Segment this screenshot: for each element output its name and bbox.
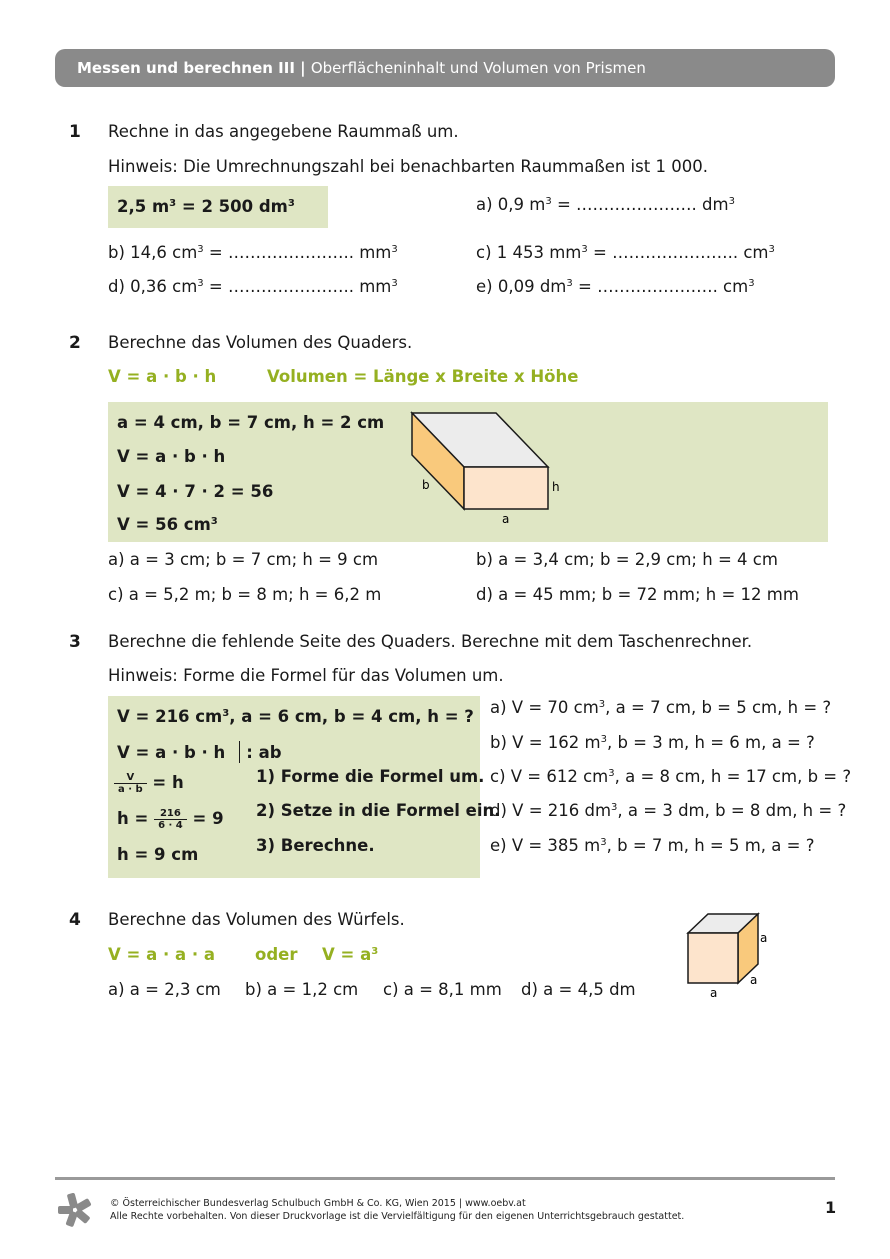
cuboid-label-b: b (422, 478, 430, 492)
task4-or: oder (255, 945, 298, 964)
task2-item-a: a) a = 3 cm; b = 7 cm; h = 9 cm (108, 550, 379, 569)
task3-example-line1: V = 216 $cm^3$, a = 6 cm, b = 4 cm, h = ? (117, 707, 474, 726)
task1-hint: Hinweis: Die Umrechnungszahl bei benachbarten Raummaßen ist 1 000. (108, 157, 708, 176)
task3-step-3: 3) Berechne. (256, 836, 375, 855)
task4-formula1: V = a · a · a (108, 945, 216, 964)
task4-item-b: b) a = 1,2 cm (245, 980, 359, 999)
task3-instruction: Berechne die fehlende Seite des Quaders. Berechne mit dem Taschenrechner. (108, 632, 753, 651)
task1-item-e: e) 0,09 $dm^3$ = …………………. $cm^3$ (476, 277, 755, 296)
cuboid-front-face (464, 467, 548, 509)
page-header (55, 49, 835, 87)
cube-front-face (688, 933, 738, 983)
task2-example-line3: V = 4 · 7 · 2 = 56 (117, 482, 274, 501)
task1-item-a: a) 0,9 $m^3$ = …………………. $dm^3$ (476, 195, 735, 214)
task4-formula2: $V = a^3$ (322, 945, 379, 964)
cube-label-width: a (710, 986, 718, 1000)
header-subtitle: Oberflächeninhalt und Volumen von Prismen (310, 59, 646, 77)
task2-item-d: d) a = 45 mm; b = 72 mm; h = 12 mm (476, 585, 799, 604)
task4-item-c: c) a = 8,1 mm (383, 980, 502, 999)
task2-instruction: Berechne das Volumen des Quaders. (108, 333, 413, 352)
task4-instruction: Berechne das Volumen des Würfels. (108, 910, 405, 929)
task3-number: 3 (69, 632, 81, 652)
task4-item-a: a) a = 2,3 cm (108, 980, 221, 999)
footer-rights: Alle Rechte vorbehalten. Von dieser Druckvorlage ist die Vervielfältigung für den eigenen Unterrichtsgebrauch gestattet. (110, 1211, 685, 1222)
task3-item-d: d) V = 216 $dm^3$, a = 3 dm, b = 8 dm, h = ? (490, 801, 847, 820)
task3-step-2: 2) Setze in die Formel ein. (256, 801, 501, 820)
task4-number: 4 (69, 910, 81, 930)
task1-instruction: Rechne in das angegebene Raummaß um. (108, 122, 459, 141)
footer-divider (55, 1177, 835, 1180)
task1-item-c: c) 1 453 $mm^3$ = ………………….. $cm^3$ (476, 243, 775, 262)
task3-example-line4: h = $\frac{216}{6 \cdot 4}$ = 9 (117, 808, 224, 831)
task1-item-b: b) 14,6 $cm^3$ = ………………….. $mm^3$ (108, 243, 398, 262)
cuboid-figure (400, 405, 570, 530)
cube-label-height: a (760, 931, 768, 945)
task3-item-e: e) V = 385 $m^3$, b = 7 m, h = 5 m, a = ? (490, 836, 815, 855)
task2-formula: V = a · b · h (108, 367, 217, 386)
task2-example-line4: V = 56 $cm^3$ (117, 515, 218, 534)
cuboid-label-a: a (502, 512, 510, 526)
task1-number: 1 (69, 122, 81, 142)
task2-example-line1: a = 4 cm, b = 7 cm, h = 2 cm (117, 413, 385, 432)
cube-label-depth: a (750, 973, 758, 987)
task3-hint: Hinweis: Forme die Formel für das Volumen um. (108, 666, 504, 685)
task1-example: 2,5 $m^3 = 2$ 500 $dm^3$ (117, 197, 295, 216)
task3-example-line5: h = 9 cm (117, 845, 199, 864)
cuboid-label-h: h (552, 480, 560, 494)
task2-formula-words: Volumen = Länge x Breite x Höhe (267, 367, 579, 386)
task2-item-b: b) a = 3,4 cm; b = 2,9 cm; h = 4 cm (476, 550, 778, 569)
task3-item-a: a) V = 70 $cm^3$, a = 7 cm, b = 5 cm, h = ? (490, 698, 832, 717)
task2-example-line2: V = a · b · h (117, 447, 226, 466)
header-title: Messen und berechnen III (77, 59, 295, 77)
header-separator: | (294, 59, 311, 77)
task2-item-c: c) a = 5,2 m; b = 8 m; h = 6,2 m (108, 585, 382, 604)
cube-figure (680, 908, 790, 1003)
task4-item-d: d) a = 4,5 dm (521, 980, 636, 999)
task3-item-c: c) V = 612 $cm^3$, a = 8 cm, h = 17 cm, b = ? (490, 767, 852, 786)
task2-number: 2 (69, 333, 81, 353)
task3-step-1: 1) Forme die Formel um. (256, 767, 485, 786)
task3-example-line3: $\frac{V}{a \cdot b}$ = h (114, 772, 184, 795)
task1-item-d: d) 0,36 $cm^3$ = ………………….. $mm^3$ (108, 277, 398, 296)
footer-copyright: © Österreichischer Bundesverlag Schulbuch GmbH & Co. KG, Wien 2015 | www.oebv.at (110, 1198, 526, 1209)
publisher-logo-icon (55, 1193, 95, 1227)
task3-item-b: b) V = 162 $m^3$, b = 3 m, h = 6 m, a = ? (490, 733, 815, 752)
task3-example-line2: V = a · b · h : ab (117, 743, 282, 762)
page-number: 1 (825, 1198, 837, 1217)
